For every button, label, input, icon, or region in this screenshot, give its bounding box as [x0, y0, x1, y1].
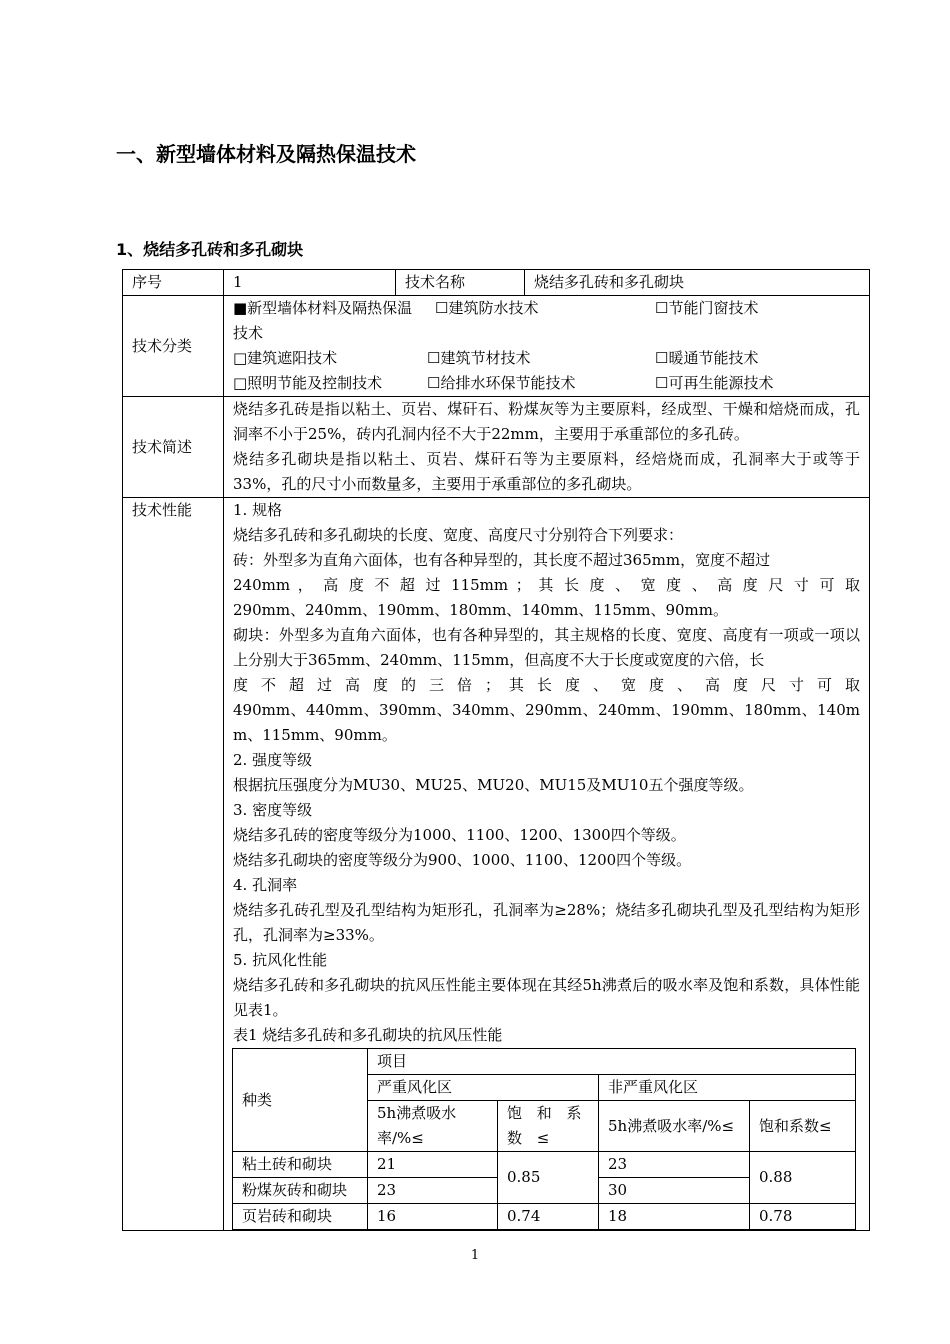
category-item: ☐建筑防水技术 — [435, 299, 539, 317]
perf-text: 烧结多孔砌块的密度等级分为900、1000、1100、1200四个等级。 — [233, 851, 692, 869]
page-number: 1 — [470, 1248, 480, 1263]
category-item: ■新型墙体材料及隔热保温技术 — [233, 299, 413, 342]
perf-text: 烧结多孔砖和多孔砌块的长度、宽度、高度尺寸分别符合下列要求： — [233, 526, 684, 544]
row-category — [123, 296, 870, 397]
cell-value: 21 — [368, 1152, 498, 1178]
name-value: 烧结多孔砖和多孔砌块 — [525, 270, 870, 296]
category-label: 技术分类 — [123, 296, 224, 397]
category-item: ☐暖通节能技术 — [655, 349, 759, 367]
perf-title: 5. 抗风化性能 — [233, 951, 328, 969]
cell-value: 23 — [599, 1152, 750, 1178]
category-cell — [224, 296, 870, 397]
cell-value: 16 — [368, 1204, 498, 1230]
category-item: ☐可再生能源技术 — [655, 374, 774, 392]
cell-value: 23 — [368, 1178, 498, 1204]
cell-value: 18 — [599, 1204, 750, 1230]
seq-label: 序号 — [123, 270, 224, 296]
table-row — [233, 1204, 856, 1230]
perf-text: 烧结多孔砖和多孔砌块的抗风压性能主要体现在其经5h沸煮后的吸水率及饱和系数，具体性能见表1。 — [233, 976, 860, 1019]
perf-text: 240mm ， 高 度 不 超 过 115mm ； 其 长 度 、 宽 度 、 高 度 尺 寸 可 取 — [233, 576, 860, 594]
perf-text: 度 不 超 过 高 度 的 三 倍 ； 其 长 度 、 宽 度 、 高 度 尺 寸 可 取 — [233, 676, 860, 694]
technology-table — [122, 269, 870, 1231]
cell-value: 0.88 — [750, 1152, 856, 1204]
perf-text: 砌块：外型多为直角六面体，也有各种异型的，其主规格的长度、宽度、高度有一项或一项以上分别大于365mm、240mm、115mm，但高度不大于长度或宽度的六倍，长 — [233, 626, 860, 669]
table-caption: 表1 烧结多孔砖和多孔砌块的抗风压性能 — [233, 1026, 503, 1044]
saturation-header: 饱 和 系 数 ≤ — [498, 1101, 599, 1152]
saturation-header: 饱和系数≤ — [750, 1101, 856, 1152]
name-label: 技术名称 — [396, 270, 525, 296]
absorb-header: 5h沸煮吸水率/%≤ — [599, 1101, 750, 1152]
severe-header: 严重风化区 — [368, 1075, 599, 1101]
performance-cell — [224, 498, 870, 1231]
row-performance — [123, 498, 870, 1231]
category-item: □照明节能及控制技术 — [233, 374, 383, 392]
row-name: 粘土砖和砌块 — [233, 1152, 368, 1178]
weathering-table — [232, 1048, 856, 1230]
cell-value: 0.85 — [498, 1152, 599, 1204]
perf-text: 砖：外型多为直角六面体，也有各种异型的，其长度不超过365mm，宽度不超过 — [233, 551, 771, 569]
perf-text: 烧结多孔砖孔型及孔型结构为矩形孔，孔洞率为≥28%；烧结多孔砌块孔型及孔型结构为矩形孔，孔洞率为≥33%。 — [233, 901, 860, 944]
perf-text: 烧结多孔砖的密度等级分为1000、1100、1200、1300四个等级。 — [233, 826, 686, 844]
perf-title: 4. 孔洞率 — [233, 876, 298, 894]
category-item: □建筑遮阳技术 — [233, 349, 338, 367]
summary-paragraph: 烧结多孔砌块是指以粘土、页岩、煤矸石等为主要原料，经焙烧而成，孔洞率大于或等于33%，孔的尺寸小而数量多，主要用于承重部位的多孔砌块。 — [233, 450, 860, 493]
item-header: 项目 — [368, 1049, 856, 1075]
summary-paragraph: 烧结多孔砖是指以粘土、页岩、煤矸石、粉煤灰等为主要原料，经成型、干燥和焙烧而成，孔洞率不小于25%，砖内孔洞内径不大于22mm，主要用于承重部位的多孔砖。 — [233, 400, 860, 443]
perf-title: 1. 规格 — [233, 501, 283, 519]
category-item: ☐给排水环保节能技术 — [427, 374, 576, 392]
table-row — [233, 1152, 856, 1178]
summary-cell — [224, 397, 870, 498]
row-name: 粉煤灰砖和砌块 — [233, 1178, 368, 1204]
performance-label: 技术性能 — [123, 498, 224, 1231]
row-seq — [123, 270, 870, 296]
nonsevere-header: 非严重风化区 — [599, 1075, 856, 1101]
section-heading: 一、新型墙体材料及隔热保温技术 — [116, 142, 416, 166]
cell-value: 0.78 — [750, 1204, 856, 1230]
cell-value: 0.74 — [498, 1204, 599, 1230]
category-item: ☐建筑节材技术 — [427, 349, 531, 367]
subsection-heading: 1、烧结多孔砖和多孔砌块 — [116, 240, 304, 259]
kind-header: 种类 — [233, 1049, 368, 1152]
perf-text: 490mm、440mm、390mm、340mm、290mm、240mm、190mm、180mm、140mm、115mm、90mm。 — [233, 701, 860, 744]
cell-value: 30 — [599, 1178, 750, 1204]
perf-text: 290mm、240mm、190mm、180mm、140mm、115mm、90mm。 — [233, 601, 729, 619]
summary-label: 技术简述 — [123, 397, 224, 498]
seq-value: 1 — [224, 270, 396, 296]
row-name: 页岩砖和砌块 — [233, 1204, 368, 1230]
absorb-header: 5h沸煮吸水率/%≤ — [368, 1101, 498, 1152]
perf-title: 3. 密度等级 — [233, 801, 313, 819]
perf-title: 2. 强度等级 — [233, 751, 313, 769]
category-item: ☐节能门窗技术 — [655, 299, 759, 317]
perf-text: 根据抗压强度分为MU30、MU25、MU20、MU15及MU10五个强度等级。 — [233, 776, 754, 794]
row-summary — [123, 397, 870, 498]
category-grid — [233, 296, 860, 396]
